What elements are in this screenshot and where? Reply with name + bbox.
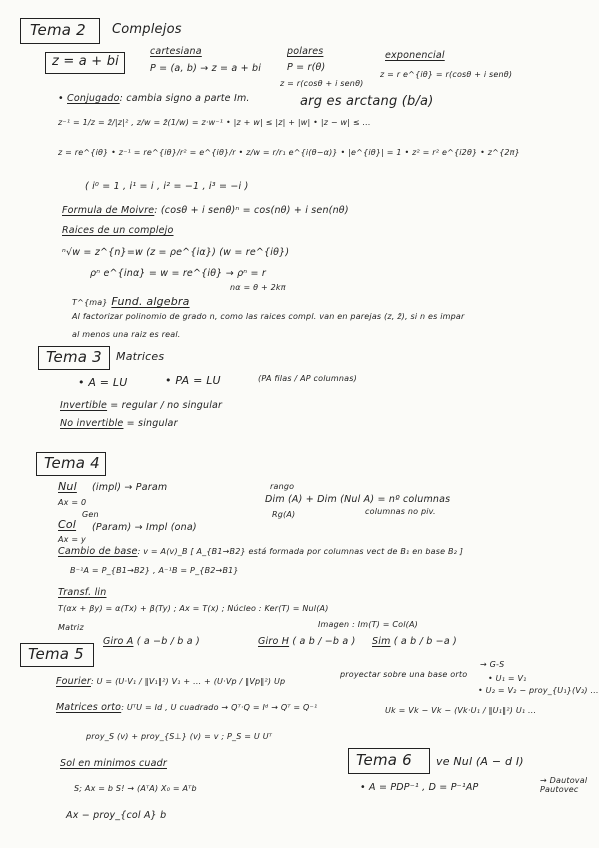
arg-line: arg es arctang (b/a): [300, 94, 434, 109]
tema6-title: Tema 6: [356, 751, 412, 769]
exponential-label: exponencial: [385, 50, 445, 61]
inverse-properties-line: z⁻¹ = 1/z = z̄/|z|² , z/w = z̄(1/w) = z·w⁻¹ • |z + w| ≤ |z| + |w| • |z − w| ≤ ...: [58, 118, 371, 127]
fourier-note: proyectar sobre una base orto: [340, 670, 468, 679]
exponential-expr: z = r e^{iθ} = r(cosθ + i senθ): [380, 70, 513, 79]
a-lu: • A = LU: [78, 376, 128, 389]
giro-a-matrix: ( a −b / b a ): [136, 636, 200, 647]
tfa-text-2: al menos una raiz es real.: [72, 330, 181, 339]
base-label: Cambio de base: [58, 546, 138, 557]
gs-line-2: • U₂ = V₂ − proy_{U₁}(V₂) ...: [478, 686, 599, 695]
gs-line-1: • U₁ = V₁: [488, 674, 527, 683]
dim-line: Dim (A) + Dim (Nul A) = nº columnas: [265, 494, 451, 505]
fourier-text: : U = (U·V₁ / ‖V₁‖²) V₁ + ... + (U·Vp / ‖Vp‖²) Up: [91, 677, 286, 686]
dim-note: columnas no piv.: [365, 507, 436, 516]
cartesian-expr: P = (a, b) → z = a + bi: [150, 63, 262, 74]
nul-text: (impl) → Param: [92, 482, 168, 493]
conjugate-text: : cambia signo a parte Im.: [119, 93, 250, 104]
col-label: Col: [58, 518, 77, 531]
giro-a: [103, 636, 200, 647]
vep-text: ve Nul (A − d I): [436, 755, 524, 768]
orto-label: Matrices orto: [56, 702, 122, 713]
noninvertible-line: [60, 418, 178, 429]
roots-line-3: nα = θ + 2kπ: [230, 283, 286, 292]
tema2-subtitle: Complejos: [112, 22, 182, 37]
fourier-label: Fourier: [56, 676, 91, 687]
fourier-line: [56, 676, 285, 687]
sim: [372, 636, 457, 647]
sim-matrix: ( a b / b −a ): [393, 636, 457, 647]
orto-line: [56, 702, 317, 713]
polar-expr-2: z = r(cosθ + i senθ): [280, 79, 364, 88]
transf-line-1: T(αx + βy) = α(Tx) + β(Ty) ; Ax = T(x) ; Núcleo : Ker(T) = Nul(A): [58, 604, 329, 613]
pa-note: (PA filas / AP columnas): [258, 374, 357, 383]
invertible-line: [60, 400, 222, 411]
moivre-line: [62, 205, 349, 216]
tema2-title: Tema 2: [30, 21, 86, 39]
noninvertible-text: = singular: [123, 418, 178, 429]
giro-h-label: Giro H: [258, 636, 290, 647]
tfa-prefix: T^{ma}: [72, 298, 108, 307]
proy-line: proy_S (v) + proy_{S⊥} (v) = v ; P_S = U Uᵀ: [86, 732, 273, 741]
orto-text: : UᵀU = Id , U cuadrado → Qᵀ·Q = Iᵈ → Qᵀ = Q⁻¹: [121, 703, 318, 712]
moivre-label: Formula de Moivre: [62, 205, 155, 216]
col-sup: Gen: [82, 510, 99, 519]
tema3-title: Tema 3: [46, 348, 102, 366]
transf-label: Transf. lin: [58, 587, 107, 598]
tema3-subtitle: Matrices: [116, 350, 165, 363]
exponential-properties-line: z = re^{iθ} • z⁻¹ = re^{iθ}/r² = e^{iθ}/r • z/w = r/r₁ e^{i(θ−α)} • |e^{iθ}| = 1 • z² = r² e^{i2θ} • z^{2π}: [58, 148, 520, 157]
roots-label: Raices de un complejo: [62, 225, 174, 236]
cartesian-label: cartesiana: [150, 46, 202, 57]
pa-lu: • PA = LU: [165, 374, 221, 387]
diag-text: • A = PDP⁻¹ , D = P⁻¹AP: [360, 782, 479, 793]
col-text: (Param) → Impl (ona): [92, 522, 197, 533]
sol-label: Sol en minimos cuadr: [60, 758, 167, 769]
bullet-icon: •: [58, 93, 68, 104]
last-line: Ax − proy_{col A} b: [66, 810, 167, 821]
tema5-title: Tema 5: [28, 645, 84, 663]
dim-sup: rango: [270, 482, 295, 491]
polar-expr-1: P = r(θ): [287, 62, 326, 73]
moivre-text: : (cosθ + i senθ)ⁿ = cos(nθ) + i sen(nθ): [154, 205, 349, 216]
col-sub: Ax = y: [58, 535, 86, 544]
tema4-title: Tema 4: [44, 454, 100, 472]
transf-line-2: Imagen : Im(T) = Col(A): [318, 620, 418, 629]
base-line-2: B⁻¹A = P_{B1→B2} , A⁻¹B = P_{B2→B1}: [70, 566, 239, 575]
gs-title: → G-S: [480, 660, 505, 669]
nul-label: Nul: [58, 480, 77, 493]
tema2-formula: z = a + bi: [52, 54, 119, 69]
giro-prefix: Matriz: [58, 623, 84, 632]
giro-a-label: Giro A: [103, 636, 134, 647]
roots-line-1: ⁿ√w = z^{n}=w (z = ρe^{iα}) (w = re^{iθ}): [62, 247, 290, 258]
base-line: [58, 546, 463, 557]
polar-label: polares: [287, 46, 324, 57]
invertible-label: Invertible: [60, 400, 108, 411]
giro-line: [58, 622, 84, 633]
invertible-text: = regular / no singular: [107, 400, 223, 411]
sim-label: Sim: [372, 636, 391, 647]
nul-sub: Ax = 0: [58, 498, 87, 507]
gs-line-3: Uk = Vk − Vk − (Vk·U₁ / ‖U₁‖²) U₁ ...: [385, 706, 537, 715]
diag-note: → Dautoval Pautovec: [540, 776, 588, 794]
dim-sub: Rg(A): [272, 510, 296, 519]
tfa-text-1: Al factorizar polinomio de grado n, como las raices compl. van en parejas (z, z̄), si n es impar: [72, 312, 465, 321]
tfa-line: [72, 295, 190, 308]
base-text: : v = A(v)_B [ A_{B1→B2} está formada por columnas vect de B₁ en base B₂ ]: [137, 547, 464, 556]
powers-of-i: ( i⁰ = 1 , i¹ = i , i² = −1 , i³ = −i ): [85, 181, 249, 192]
giro-h-matrix: ( a b / −b a ): [292, 636, 356, 647]
roots-line-2: ρⁿ e^{inα} = w = re^{iθ} → ρⁿ = r: [90, 268, 266, 279]
giro-h: [258, 636, 356, 647]
noninvertible-label: No invertible: [60, 418, 124, 429]
conjugate-label: Conjugado: [67, 93, 120, 104]
conjugate-line: [58, 93, 250, 104]
tfa-label: Fund. algebra: [111, 295, 190, 308]
sol-text: S; Ax = b S! → (AᵀA) X₀ = Aᵀb: [74, 784, 197, 793]
